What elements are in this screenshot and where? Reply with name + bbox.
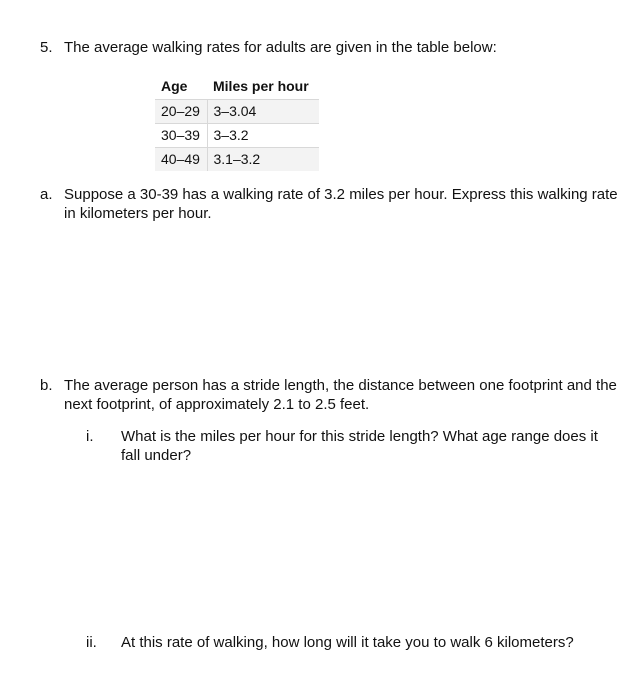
subpart-i-text: What is the miles per hour for this stride length? What age range does it fall under? bbox=[121, 428, 598, 464]
age-cell: 20–29 bbox=[155, 100, 207, 124]
part-b-text: The average person has a stride length, the distance between one footprint and the next footprint, of approximately 2.1 to 2.5 feet. bbox=[64, 377, 617, 413]
column-header-miles-per-hour: Miles per hour bbox=[207, 75, 319, 100]
walking-rates-table bbox=[155, 75, 319, 171]
table-row bbox=[155, 148, 319, 172]
subpart-ii-label: ii. bbox=[86, 634, 97, 651]
question-prompt: The average walking rates for adults are given in the table below: bbox=[64, 39, 497, 56]
rate-cell: 3.1–3.2 bbox=[207, 148, 319, 172]
subpart-i-label: i. bbox=[86, 428, 94, 445]
rate-cell: 3–3.2 bbox=[207, 124, 319, 148]
age-cell: 30–39 bbox=[155, 124, 207, 148]
table-row bbox=[155, 100, 319, 124]
part-b-label: b. bbox=[40, 377, 53, 394]
column-header-age: Age bbox=[155, 75, 207, 100]
subpart-ii-text: At this rate of walking, how long will it take you to walk 6 kilometers? bbox=[121, 634, 574, 651]
table-header-row bbox=[155, 75, 319, 100]
part-a-text: Suppose a 30-39 has a walking rate of 3.2 miles per hour. Express this walking rate in kilometers per hour. bbox=[64, 186, 618, 222]
part-a-label: a. bbox=[40, 186, 53, 203]
question-number: 5. bbox=[40, 39, 53, 56]
age-cell: 40–49 bbox=[155, 148, 207, 172]
rate-cell: 3–3.04 bbox=[207, 100, 319, 124]
table-row bbox=[155, 124, 319, 148]
